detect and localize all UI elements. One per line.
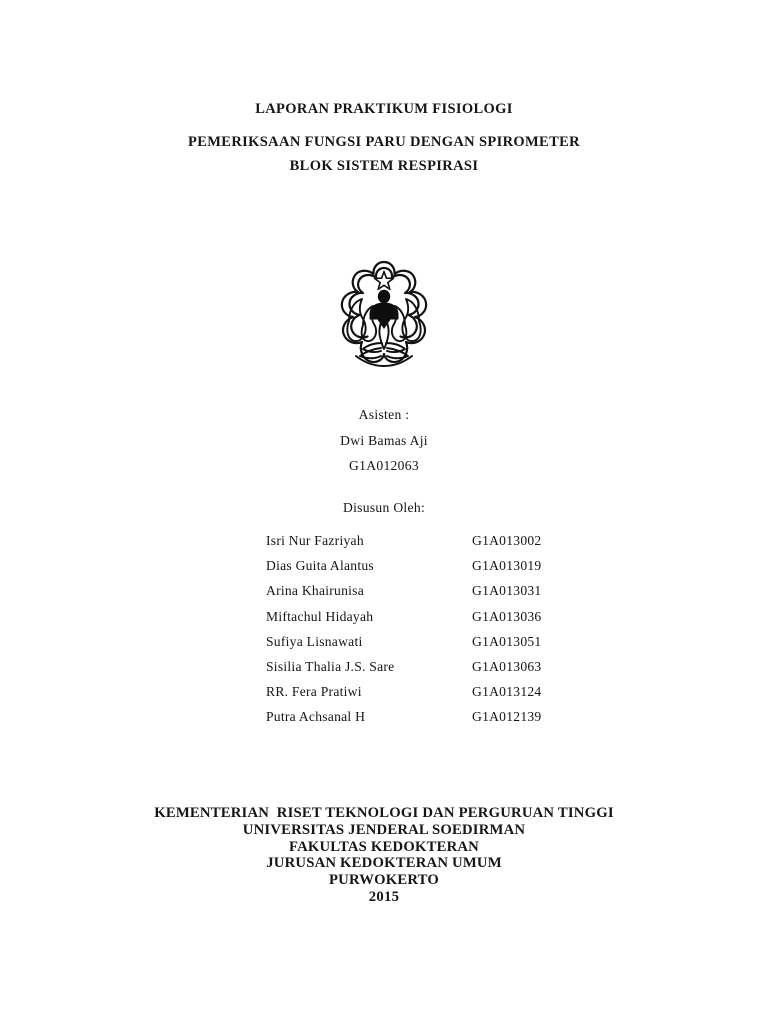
table-row — [266, 553, 566, 578]
student-name: RR. Fera Pratiwi — [266, 684, 362, 700]
table-row — [266, 654, 566, 679]
student-nim: G1A013019 — [472, 558, 542, 574]
footer-year: 2015 — [368, 888, 400, 905]
student-nim: G1A013031 — [472, 583, 542, 599]
student-name: Isri Nur Fazriyah — [266, 533, 364, 548]
student-name: Miftachul Hidayah — [266, 608, 374, 624]
table-row — [266, 528, 566, 553]
student-nim: G1A013051 — [472, 633, 542, 649]
table-row — [266, 629, 566, 654]
assistant-heading: Asisten : — [358, 407, 410, 422]
footer-city: PURWOKERTO — [328, 872, 440, 889]
student-name: Putra Achsanal H — [266, 709, 366, 725]
students-table — [266, 528, 566, 730]
title-line-subject: PEMERIKSAAN FUNGSI PARU DENGAN SPIROMETER — [188, 133, 580, 150]
student-nim: G1A013124 — [472, 684, 542, 700]
student-nim: G1A013063 — [472, 659, 542, 675]
university-logo — [325, 259, 443, 371]
star-icon — [375, 272, 394, 290]
institution-footer — [0, 805, 768, 906]
assistant-nim: G1A012063 — [349, 458, 419, 473]
student-nim: G1A013002 — [472, 533, 542, 548]
university-emblem-icon — [325, 259, 443, 371]
student-name: Sufiya Lisnawati — [266, 633, 363, 649]
footer-university: UNIVERSITAS JENDERAL SOEDIRMAN — [242, 821, 526, 838]
student-name: Sisilia Thalia J.S. Sare — [266, 659, 395, 675]
title-line-report-type: LAPORAN PRAKTIKUM FISIOLOGI — [255, 101, 513, 117]
table-row — [266, 704, 566, 729]
document-title-block — [0, 102, 768, 174]
compiled-by-heading: Disusun Oleh: — [342, 500, 426, 515]
table-row — [266, 679, 566, 704]
table-row — [266, 604, 566, 629]
title-line-block: BLOK SISTEM RESPIRASI — [289, 158, 479, 174]
student-name: Arina Khairunisa — [266, 583, 364, 599]
footer-department: JURUSAN KEDOKTERAN UMUM — [266, 855, 502, 872]
footer-ministry: KEMENTERIAN RISET TEKNOLOGI DAN PERGURUAN TINGGI — [154, 805, 614, 821]
students-table-body — [266, 528, 566, 730]
student-nim: G1A013036 — [472, 608, 542, 624]
footer-faculty: FAKULTAS KEDOKTERAN — [288, 838, 479, 855]
table-row — [266, 578, 566, 603]
assistant-name: Dwi Bamas Aji — [340, 432, 428, 448]
student-name: Dias Guita Alantus — [266, 558, 374, 574]
student-nim: G1A012139 — [472, 709, 542, 725]
assistant-block — [0, 402, 768, 479]
